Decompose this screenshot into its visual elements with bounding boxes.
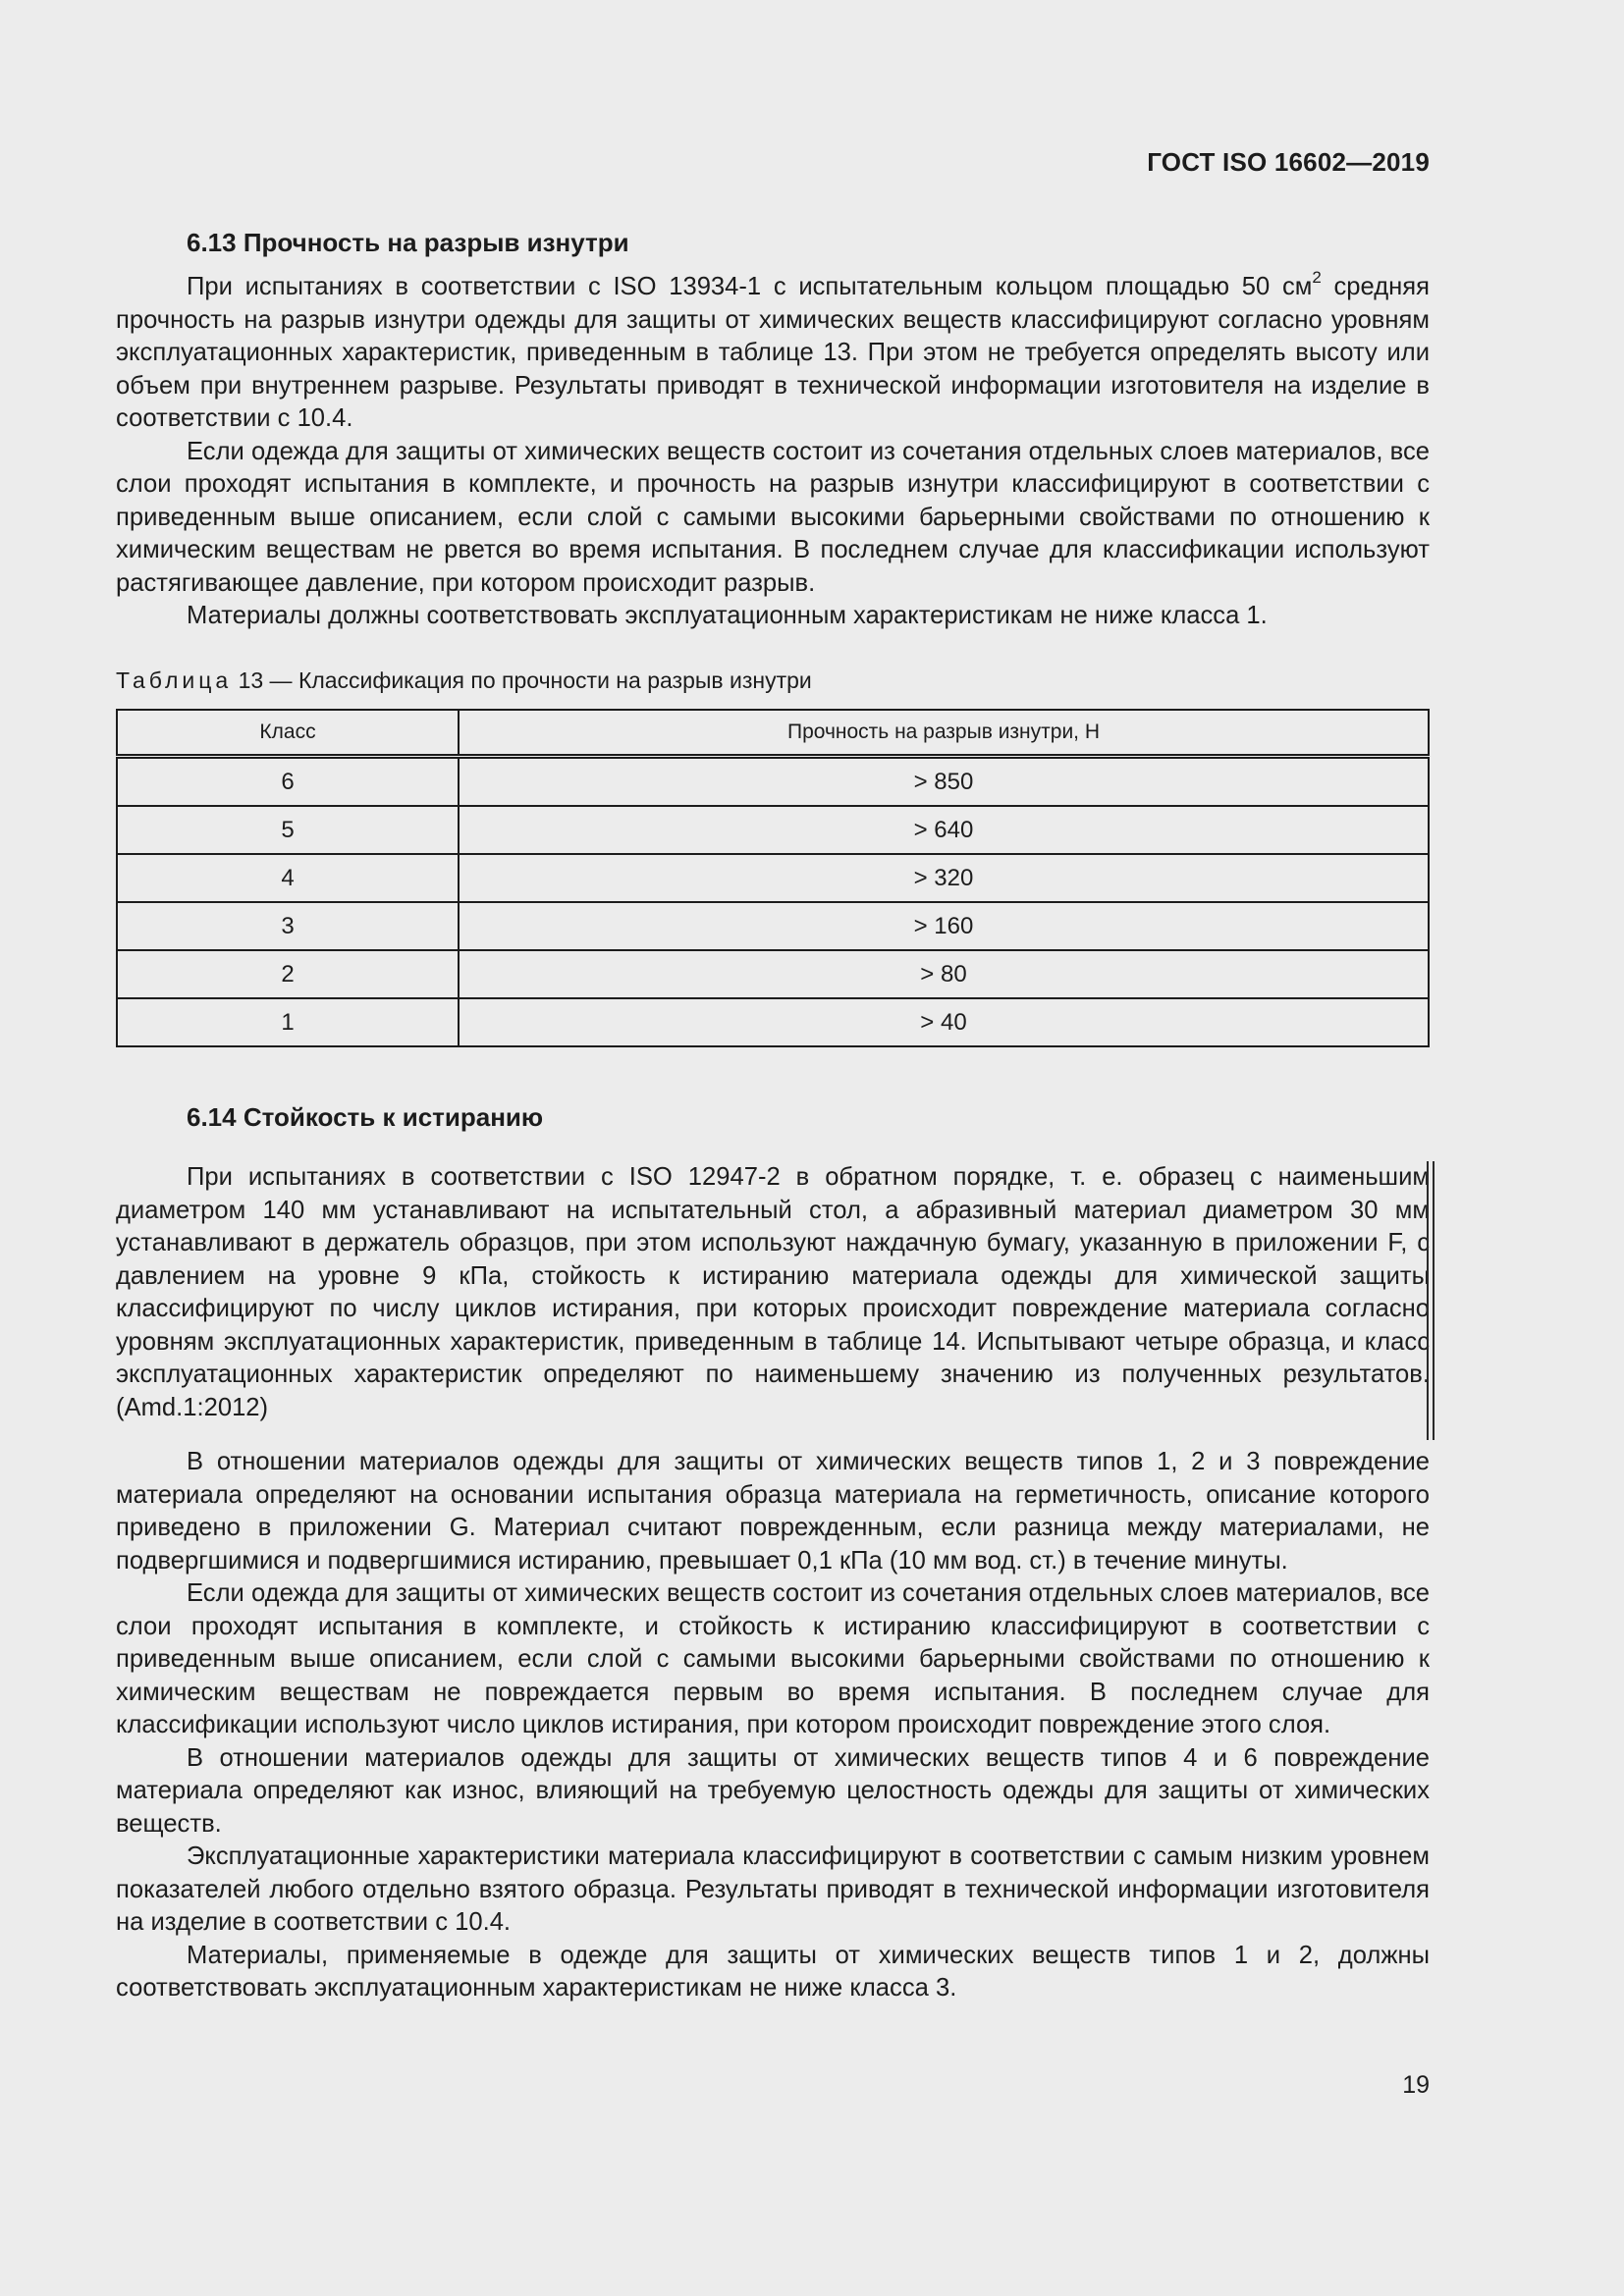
paragraph: Если одежда для защиты от химических веществ состоит из сочетания отдельных слоев материалов, все слои проходят испытания в комплекте, и стойкость к истиранию классифицируют в соответствии с приведенным выше описанием, если слой с самыми высокими барьерными свойствами по отношению к химическим веществам не повреждается первым во время испытания. В последнем случае для классификации используют число циклов истирания, при котором происходит повреждение этого слоя. bbox=[116, 1579, 1430, 1738]
class-cell: 1 bbox=[117, 998, 459, 1046]
section-6-13-title: 6.13 Прочность на разрыв изнутри bbox=[187, 228, 629, 257]
paragraph: Эксплуатационные характеристики материала классифицируют в соответствии с самым низким уровнем показателей любого отдельно взятого образца. Результаты приводят в технической информации изготовителя на изделие в соответствии с 10.4. bbox=[116, 1842, 1430, 1936]
page-number: 19 bbox=[1402, 2071, 1430, 2099]
strength-cell: > 640 bbox=[459, 806, 1429, 854]
paragraph: Если одежда для защиты от химических веществ состоит из сочетания отдельных слоев материалов, все слои проходят испытания в комплекте, и прочность на разрыв изнутри классифицируют в соответствии с приведенным выше описанием, если слой с самыми высокими барьерными свойствами по отношению к химическим веществам не рвется во время испытания. В последнем случае для классификации используют растягивающее давление, при котором происходит разрыв. bbox=[116, 437, 1430, 597]
strength-cell: > 40 bbox=[459, 998, 1429, 1046]
class-cell: 3 bbox=[117, 902, 459, 950]
paragraph: Материалы, применяемые в одежде для защиты от химических веществ типов 1 и 2, должны соответствовать эксплуатационным характеристикам не ниже класса 3. bbox=[116, 1941, 1430, 2002]
amendment-change-bar bbox=[1427, 1161, 1435, 1440]
paragraph: В отношении материалов одежды для защиты от химических веществ типов 1, 2 и 3 повреждение материала определяют на основании испытания образца материала на герметичность, описание которого приведено в приложении G. Материал считают поврежденным, если разница между материалами, не подвергшимися и подвергшимися истиранию, превышает 0,1 кПа (10 мм вод. ст.) в течение минуты. bbox=[116, 1448, 1430, 1575]
table-13-caption: Таблица 13 — Классификация по прочности на разрыв изнутри bbox=[116, 667, 812, 693]
document-code: ГОСТ ISO 16602—2019 bbox=[1147, 147, 1430, 177]
table-row bbox=[117, 902, 1429, 950]
table-row bbox=[117, 998, 1429, 1046]
class-cell: 5 bbox=[117, 806, 459, 854]
table-row bbox=[117, 757, 1429, 807]
table-13 bbox=[116, 709, 1430, 1047]
paragraph: В отношении материалов одежды для защиты от химических веществ типов 4 и 6 повреждение материала определяют как износ, влияющий на требуемую целостность одежды для защиты от химических веществ. bbox=[116, 1743, 1430, 1838]
superscript: 2 bbox=[1312, 268, 1322, 288]
paragraph: При испытаниях в соответствии с ISO 13934-1 с испытательным кольцом площадью 50 $см^2$ средняя прочность на разрыв изнутри одежды для защиты от химических веществ классифицируют согласно уровням эксплуатационных характеристик, приведенным в таблице 13. При этом не требуется определять высоту или объем при внутреннем разрыве. Результаты приводят в технической информации изготовителя на изделие в соответствии с 10.4. bbox=[116, 268, 1430, 432]
section-6-13-body bbox=[116, 268, 1430, 633]
class-cell: 6 bbox=[117, 757, 459, 807]
section-6-14-amended-paragraph bbox=[116, 1161, 1430, 1424]
strength-cell: > 80 bbox=[459, 950, 1429, 998]
section-6-14-body bbox=[116, 1446, 1430, 2005]
section-6-14-title: 6.14 Стойкость к истиранию bbox=[187, 1102, 544, 1132]
strength-cell: > 320 bbox=[459, 854, 1429, 902]
strength-cell: > 850 bbox=[459, 757, 1429, 807]
strength-cell: > 160 bbox=[459, 902, 1429, 950]
paragraph: При испытаниях в соответствии с ISO 12947-2 в обратном порядке, т. е. образец с наименьшим диаметром 140 мм устанавливают на испытательный стол, а абразивный материал диаметром 30 мм устанавливают в держатель образцов, при этом используют наждачную бумагу, указанную в приложении F, с давлением на уровне 9 кПа, стойкость к истиранию материала одежды для химической защиты классифицируют по числу циклов истирания, при которых происходит повреждение материала согласно уровням эксплуатационных характеристик, приведенным в таблице 14. Испытывают четыре образца, и класс эксплуатационных характеристик определяют по наименьшему значению из полученных результатов. (Amd.1:2012) bbox=[116, 1163, 1430, 1421]
table-header-row bbox=[117, 710, 1429, 757]
paragraph: Материалы должны соответствовать эксплуатационным характеристикам не ниже класса 1. bbox=[187, 602, 1268, 629]
table-row bbox=[117, 854, 1429, 902]
table-row bbox=[117, 950, 1429, 998]
column-header-strength: Прочность на разрыв изнутри, Н bbox=[459, 710, 1429, 757]
table-row bbox=[117, 806, 1429, 854]
class-cell: 4 bbox=[117, 854, 459, 902]
class-cell: 2 bbox=[117, 950, 459, 998]
column-header-class: Класс bbox=[117, 710, 459, 757]
